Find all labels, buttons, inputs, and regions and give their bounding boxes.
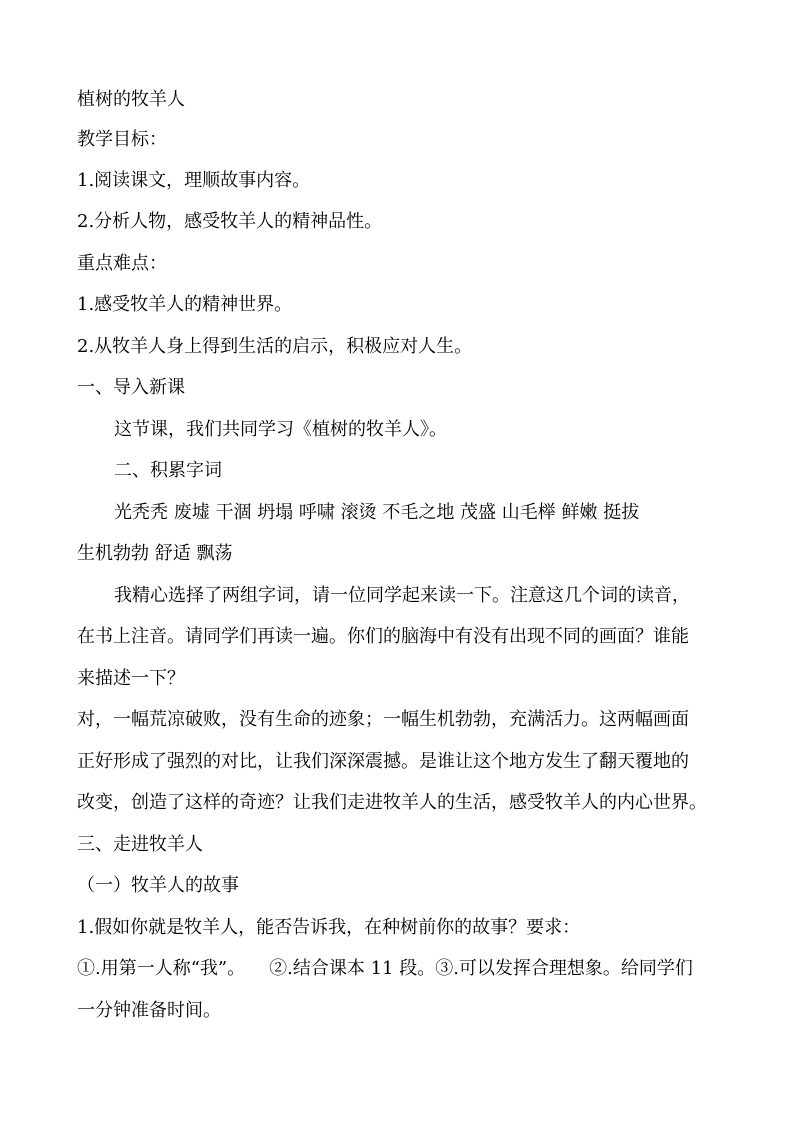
section2-heading: 二、积累字词 <box>114 460 222 481</box>
vocab-line-2: 生机勃勃 舒适 飘荡 <box>77 543 233 564</box>
paragraph-line: 改变，创造了这样的奇迹？让我们走进牧羊人的生活，感受牧羊人的内心世界。 <box>77 792 707 813</box>
paragraph-line: 在书上注音。请同学们再读一遍。你们的脑海中有没有出现不同的画面？谁能 <box>77 626 689 647</box>
key-point-item: 2.从牧羊人身上得到生活的启示，积极应对人生。 <box>77 336 473 357</box>
question-line: 1.假如你就是牧羊人，能否告诉我，在种树前你的故事？要求： <box>77 917 581 938</box>
objectives-heading: 教学目标： <box>77 129 167 150</box>
section1-text: 这节课，我们共同学习《植树的牧羊人》。 <box>114 419 447 440</box>
requirements-line <box>77 957 693 981</box>
paragraph-line: 我精心选择了两组字词，请一位同学起来读一下。注意这几个词的读音， <box>114 585 690 606</box>
paragraph-line: 正好形成了强烈的对比，让我们深深震撼。是谁让这个地方发生了翻天覆地的 <box>77 751 689 772</box>
objective-item: 1.阅读课文，理顺故事内容。 <box>77 170 311 191</box>
requirement-2-3: ②.结合课本 11 段。③.可以发挥合理想象。给同学们 <box>269 958 693 979</box>
requirements-end: 一分钟准备时间。 <box>77 1000 221 1021</box>
vocab-line-1: 光秃秃 废墟 干涸 坍塌 呼啸 滚烫 不毛之地 茂盛 山毛榉 鲜嫩 挺拔 <box>114 502 640 523</box>
requirement-1: ①.用第一人称“我”。 <box>77 958 246 979</box>
paragraph-line: 对，一幅荒凉破败，没有生命的迹象；一幅生机勃勃，充满活力。这两幅画面 <box>77 709 689 730</box>
section3-heading: 三、走进牧羊人 <box>77 834 203 855</box>
paragraph-line: 来描述一下？ <box>77 668 185 689</box>
section3-subheading: （一）牧羊人的故事 <box>77 875 239 896</box>
objective-item: 2.分析人物，感受牧羊人的精神品性。 <box>77 211 383 232</box>
key-points-heading: 重点难点： <box>77 253 167 274</box>
document-title: 植树的牧羊人 <box>77 89 185 110</box>
section1-heading: 一、导入新课 <box>77 377 185 398</box>
key-point-item: 1.感受牧羊人的精神世界。 <box>77 294 293 315</box>
